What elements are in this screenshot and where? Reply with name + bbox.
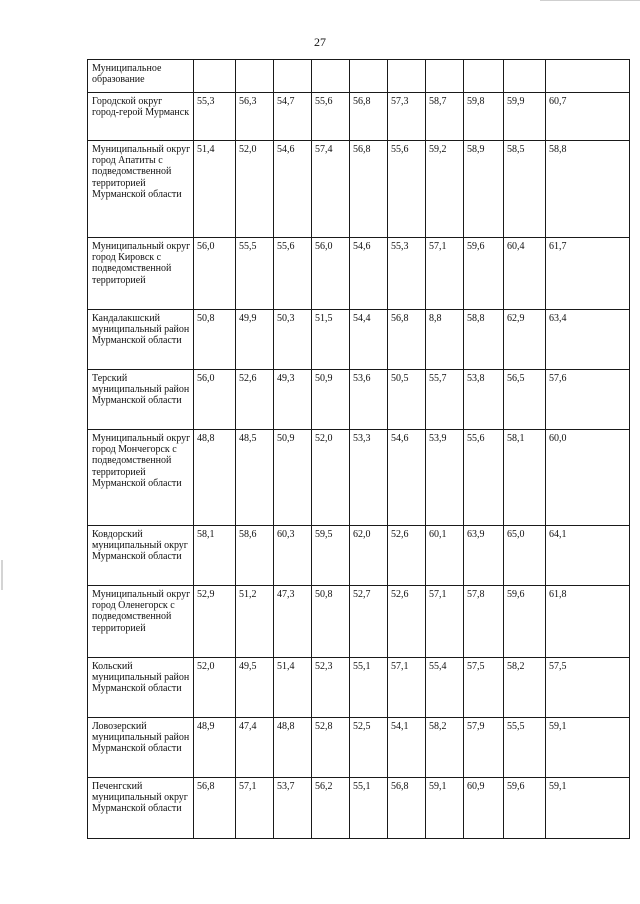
- value-cell: 59,2: [426, 141, 464, 238]
- table-row: [88, 526, 630, 586]
- value-cell: 51,5: [312, 310, 350, 370]
- value-cell: 57,1: [426, 586, 464, 658]
- value-cell: 52,9: [194, 586, 236, 658]
- value-cell: 55,1: [350, 658, 388, 718]
- value-cell: 57,1: [426, 238, 464, 310]
- value-cell: 57,9: [464, 718, 504, 778]
- value-cell: 57,5: [464, 658, 504, 718]
- value-cell: 53,6: [350, 370, 388, 430]
- value-cell: 58,1: [194, 526, 236, 586]
- value-cell: 52,7: [350, 586, 388, 658]
- header-cell: [312, 60, 350, 93]
- value-cell: 50,3: [274, 310, 312, 370]
- value-cell: 56,0: [312, 238, 350, 310]
- value-cell: 47,4: [236, 718, 274, 778]
- value-cell: 55,1: [350, 778, 388, 839]
- value-cell: 57,4: [312, 141, 350, 238]
- municipality-name-cell: Муниципальный округ город Кировск с подведомственной территорией: [88, 238, 194, 310]
- value-cell: 49,5: [236, 658, 274, 718]
- value-cell: 57,8: [464, 586, 504, 658]
- municipality-name-cell: Кандалакшский муниципальный район Мурманской области: [88, 310, 194, 370]
- value-cell: 49,9: [236, 310, 274, 370]
- table-header-row: [88, 60, 630, 93]
- value-cell: 54,6: [350, 238, 388, 310]
- table-row: [88, 370, 630, 430]
- value-cell: 53,3: [350, 430, 388, 526]
- table-row: [88, 310, 630, 370]
- value-cell: 54,6: [388, 430, 426, 526]
- value-cell: 58,6: [236, 526, 274, 586]
- value-cell: 59,6: [504, 778, 546, 839]
- value-cell: 58,8: [464, 310, 504, 370]
- value-cell: 61,7: [546, 238, 630, 310]
- table-row: [88, 93, 630, 141]
- value-cell: 59,1: [546, 718, 630, 778]
- value-cell: 58,5: [504, 141, 546, 238]
- table-row: [88, 238, 630, 310]
- value-cell: 57,5: [546, 658, 630, 718]
- value-cell: 56,8: [388, 778, 426, 839]
- scan-edge-line: [540, 0, 640, 1]
- value-cell: 60,9: [464, 778, 504, 839]
- value-cell: 55,6: [388, 141, 426, 238]
- value-cell: 58,2: [504, 658, 546, 718]
- value-cell: 50,5: [388, 370, 426, 430]
- value-cell: 62,0: [350, 526, 388, 586]
- value-cell: 58,7: [426, 93, 464, 141]
- value-cell: 58,8: [546, 141, 630, 238]
- table-row: [88, 430, 630, 526]
- value-cell: 57,6: [546, 370, 630, 430]
- value-cell: 60,3: [274, 526, 312, 586]
- value-cell: 62,9: [504, 310, 546, 370]
- table-row: [88, 718, 630, 778]
- value-cell: 50,9: [274, 430, 312, 526]
- value-cell: 59,8: [464, 93, 504, 141]
- value-cell: 56,2: [312, 778, 350, 839]
- value-cell: 51,2: [236, 586, 274, 658]
- table-row: [88, 658, 630, 718]
- value-cell: 54,1: [388, 718, 426, 778]
- value-cell: 52,0: [194, 658, 236, 718]
- header-cell: [274, 60, 312, 93]
- value-cell: 55,3: [194, 93, 236, 141]
- value-cell: 50,8: [194, 310, 236, 370]
- municipality-name-cell: Муниципальный округ город Апатиты с подведомственной территорией Мурманской области: [88, 141, 194, 238]
- table-row: [88, 778, 630, 839]
- value-cell: 55,6: [312, 93, 350, 141]
- value-cell: 49,3: [274, 370, 312, 430]
- value-cell: 60,4: [504, 238, 546, 310]
- value-cell: 56,8: [350, 93, 388, 141]
- header-cell: [546, 60, 630, 93]
- value-cell: 56,8: [194, 778, 236, 839]
- value-cell: 60,0: [546, 430, 630, 526]
- value-cell: 60,7: [546, 93, 630, 141]
- value-cell: 59,5: [312, 526, 350, 586]
- municipality-name-cell: Кольский муниципальный район Мурманской области: [88, 658, 194, 718]
- value-cell: 59,6: [464, 238, 504, 310]
- header-municipality-cell: Муниципальное образование: [88, 60, 194, 93]
- value-cell: 56,3: [236, 93, 274, 141]
- value-cell: 59,1: [546, 778, 630, 839]
- header-cell: [464, 60, 504, 93]
- municipality-name-cell: Печенгский муниципальный округ Мурманской области: [88, 778, 194, 839]
- value-cell: 48,8: [194, 430, 236, 526]
- value-cell: 51,4: [194, 141, 236, 238]
- value-cell: 65,0: [504, 526, 546, 586]
- value-cell: 56,0: [194, 238, 236, 310]
- table-row: [88, 586, 630, 658]
- value-cell: 59,6: [504, 586, 546, 658]
- value-cell: 48,5: [236, 430, 274, 526]
- value-cell: 58,1: [504, 430, 546, 526]
- header-cell: [350, 60, 388, 93]
- value-cell: 52,3: [312, 658, 350, 718]
- value-cell: 64,1: [546, 526, 630, 586]
- value-cell: 52,6: [388, 586, 426, 658]
- value-cell: 52,0: [236, 141, 274, 238]
- data-table-wrapper: [87, 59, 629, 839]
- value-cell: 57,1: [236, 778, 274, 839]
- value-cell: 61,8: [546, 586, 630, 658]
- value-cell: 56,8: [350, 141, 388, 238]
- header-cell: [426, 60, 464, 93]
- value-cell: 58,9: [464, 141, 504, 238]
- value-cell: 52,0: [312, 430, 350, 526]
- data-table: [87, 59, 630, 839]
- value-cell: 47,3: [274, 586, 312, 658]
- header-cell: [504, 60, 546, 93]
- value-cell: 52,6: [388, 526, 426, 586]
- value-cell: 50,8: [312, 586, 350, 658]
- value-cell: 48,9: [194, 718, 236, 778]
- value-cell: 53,9: [426, 430, 464, 526]
- municipality-name-cell: Терский муниципальный район Мурманской области: [88, 370, 194, 430]
- value-cell: 52,6: [236, 370, 274, 430]
- value-cell: 52,8: [312, 718, 350, 778]
- municipality-name-cell: Ловозерский муниципальный район Мурманской области: [88, 718, 194, 778]
- value-cell: 59,9: [504, 93, 546, 141]
- value-cell: 63,9: [464, 526, 504, 586]
- value-cell: 55,3: [388, 238, 426, 310]
- value-cell: 52,5: [350, 718, 388, 778]
- municipality-name-cell: Городской округ город-герой Мурманск: [88, 93, 194, 141]
- value-cell: 55,5: [504, 718, 546, 778]
- value-cell: 56,5: [504, 370, 546, 430]
- value-cell: 63,4: [546, 310, 630, 370]
- header-cell: [236, 60, 274, 93]
- municipality-name-cell: Муниципальный округ город Мончегорск с подведомственной территорией Мурманской области: [88, 430, 194, 526]
- value-cell: 54,6: [274, 141, 312, 238]
- value-cell: 57,1: [388, 658, 426, 718]
- value-cell: 55,5: [236, 238, 274, 310]
- value-cell: 50,9: [312, 370, 350, 430]
- value-cell: 58,2: [426, 718, 464, 778]
- value-cell: 54,4: [350, 310, 388, 370]
- value-cell: 59,1: [426, 778, 464, 839]
- header-cell: [388, 60, 426, 93]
- value-cell: 51,4: [274, 658, 312, 718]
- value-cell: 55,6: [274, 238, 312, 310]
- municipality-name-cell: Муниципальный округ город Оленегорск с подведомственной территорией: [88, 586, 194, 658]
- value-cell: 53,8: [464, 370, 504, 430]
- value-cell: 60,1: [426, 526, 464, 586]
- value-cell: 57,3: [388, 93, 426, 141]
- value-cell: 56,0: [194, 370, 236, 430]
- value-cell: 55,7: [426, 370, 464, 430]
- scan-margin-mark: [1, 560, 3, 590]
- value-cell: 8,8: [426, 310, 464, 370]
- value-cell: 55,6: [464, 430, 504, 526]
- table-row: [88, 141, 630, 238]
- value-cell: 53,7: [274, 778, 312, 839]
- value-cell: 56,8: [388, 310, 426, 370]
- value-cell: 55,4: [426, 658, 464, 718]
- value-cell: 48,8: [274, 718, 312, 778]
- header-cell: [194, 60, 236, 93]
- value-cell: 54,7: [274, 93, 312, 141]
- page-number: 27: [314, 35, 326, 49]
- municipality-name-cell: Ковдорский муниципальный округ Мурманской области: [88, 526, 194, 586]
